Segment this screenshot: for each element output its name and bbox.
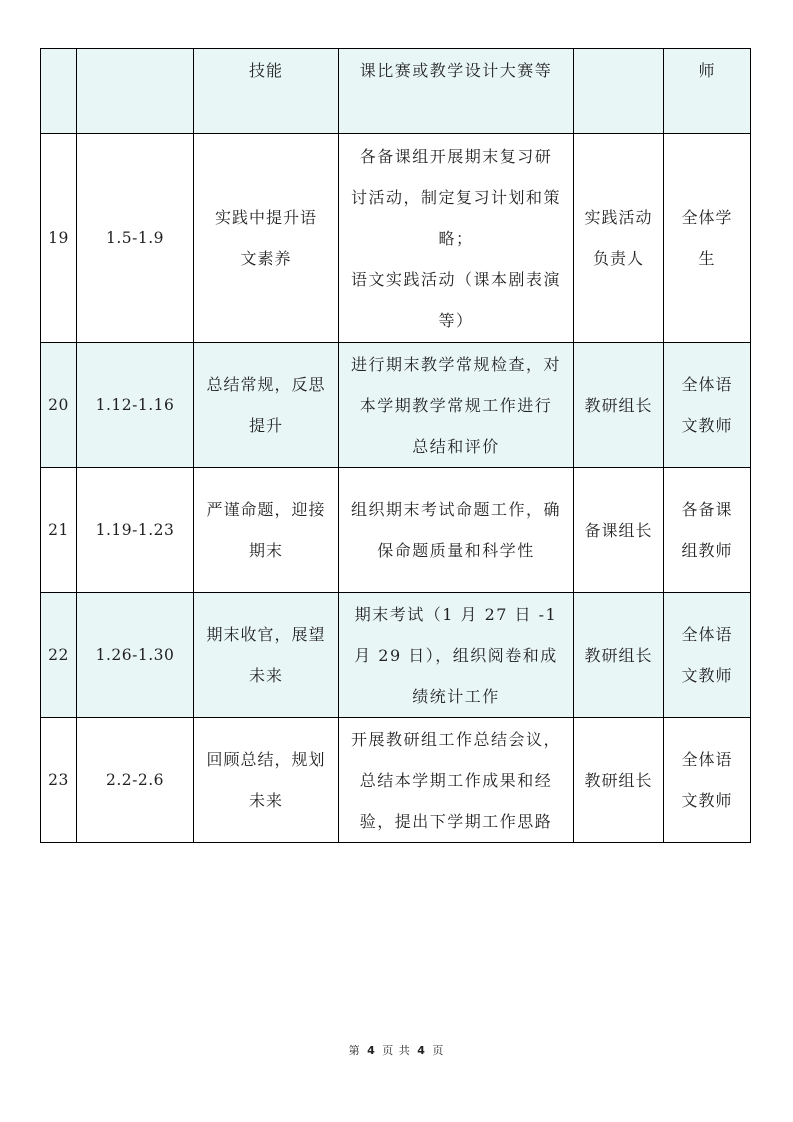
responsible-cell xyxy=(574,593,664,718)
responsible-cell-line: 教研组长 xyxy=(584,395,653,415)
week-number-cell xyxy=(41,718,77,843)
participants-cell-line: 生 xyxy=(698,249,716,268)
table-row xyxy=(41,343,751,468)
responsible-cell-line: 实践活动 xyxy=(584,208,653,227)
activity-content-cell xyxy=(339,468,574,593)
week-number-cell-text: 19 xyxy=(48,228,69,247)
week-number-cell xyxy=(41,134,77,343)
footer-suffix: 页 xyxy=(432,1044,445,1057)
theme-cell-line: 回顾总结，规划 xyxy=(206,750,326,769)
activity-content-cell-line: 讨活动，制定复习计划和策 xyxy=(350,187,561,207)
activity-content-cell-line: 总结本学期工作成果和经 xyxy=(359,770,553,790)
theme-cell-line: 期末 xyxy=(248,541,283,560)
activity-content-cell-line: 开展教研组工作总结会议， xyxy=(350,729,561,749)
week-number-cell-text: 23 xyxy=(48,770,69,789)
activity-content-cell xyxy=(339,343,574,468)
week-number-cell xyxy=(41,468,77,593)
theme-cell-line: 总结常规，反思 xyxy=(206,375,326,394)
activity-content-cell-line: 等） xyxy=(438,310,474,330)
date-range-cell-text: 1.5-1.9 xyxy=(105,228,165,247)
date-range-cell-text: 1.19-1.23 xyxy=(95,520,175,539)
responsible-cell xyxy=(574,134,664,343)
activity-content-cell-line: 组织期末考试命题工作，确 xyxy=(350,500,561,519)
week-number-cell xyxy=(41,49,77,134)
footer-page-number: 4 xyxy=(367,1044,376,1057)
theme-cell-line: 未来 xyxy=(248,791,283,810)
activity-content-cell-line: 月 29 日），组织阅卷和成 xyxy=(354,645,558,665)
responsible-cell-line: 负责人 xyxy=(592,249,644,268)
theme-cell xyxy=(194,49,339,134)
participants-cell xyxy=(664,49,751,134)
activity-content-cell-line: 期末考试（1 月 27 日 -1 xyxy=(354,604,558,624)
theme-cell-line: 技能 xyxy=(248,61,283,80)
participants-cell-line: 全体语 xyxy=(681,375,733,394)
participants-cell-line: 全体语 xyxy=(681,750,733,769)
participants-cell xyxy=(664,343,751,468)
activity-content-cell-line: 总结和评价 xyxy=(412,436,500,456)
footer-total-pages: 4 xyxy=(417,1044,426,1057)
participants-cell xyxy=(664,593,751,718)
week-number-cell xyxy=(41,593,77,718)
activity-content-cell-line: 语文实践活动（课本剧表演 xyxy=(350,269,561,289)
participants-cell xyxy=(664,134,751,343)
footer-prefix: 第 xyxy=(348,1044,361,1057)
theme-cell xyxy=(194,343,339,468)
theme-cell-line: 文素养 xyxy=(240,249,292,268)
theme-cell-line: 未来 xyxy=(248,666,283,685)
date-range-cell-text: 1.12-1.16 xyxy=(95,395,175,414)
participants-cell-line: 组教师 xyxy=(681,541,733,560)
date-range-cell-text: 1.26-1.30 xyxy=(95,645,175,664)
responsible-cell xyxy=(574,49,664,134)
activity-content-cell xyxy=(339,718,574,843)
activity-content-cell-line: 略； xyxy=(438,228,474,248)
responsible-cell xyxy=(574,718,664,843)
activity-content-cell-line: 各备课组开展期末复习研 xyxy=(359,146,553,166)
table-row xyxy=(41,134,751,343)
week-number-cell-text: 20 xyxy=(48,395,69,414)
activity-content-cell-line: 保命题质量和科学性 xyxy=(377,541,535,560)
page-footer xyxy=(0,1042,793,1058)
date-range-cell xyxy=(77,468,194,593)
theme-cell xyxy=(194,593,339,718)
table-row xyxy=(41,718,751,843)
week-number-cell xyxy=(41,343,77,468)
footer-mid: 页 共 xyxy=(382,1044,411,1057)
date-range-cell-text: 2.2-2.6 xyxy=(105,770,165,789)
participants-cell-line: 文教师 xyxy=(681,416,733,435)
table-row xyxy=(41,49,751,134)
activity-content-cell xyxy=(339,49,574,134)
participants-cell xyxy=(664,468,751,593)
activity-content-cell-line: 验，提出下学期工作思路 xyxy=(359,811,553,831)
activity-content-cell-line: 进行期末教学常规检查，对 xyxy=(350,354,561,374)
date-range-cell xyxy=(77,49,194,134)
date-range-cell xyxy=(77,593,194,718)
theme-cell xyxy=(194,718,339,843)
table-row xyxy=(41,593,751,718)
participants-cell-line: 全体学 xyxy=(681,208,733,227)
theme-cell-line: 提升 xyxy=(248,416,283,435)
theme-cell xyxy=(194,468,339,593)
date-range-cell xyxy=(77,343,194,468)
activity-content-cell xyxy=(339,593,574,718)
responsible-cell-line: 教研组长 xyxy=(584,645,653,665)
participants-cell-line: 文教师 xyxy=(681,791,733,810)
responsible-cell xyxy=(574,343,664,468)
responsible-cell xyxy=(574,468,664,593)
activity-content-cell xyxy=(339,134,574,343)
responsible-cell-line: 教研组长 xyxy=(584,770,653,790)
theme-cell xyxy=(194,134,339,343)
participants-cell-line: 文教师 xyxy=(681,666,733,685)
activity-schedule-table xyxy=(40,48,751,843)
theme-cell-line: 实践中提升语 xyxy=(214,208,317,227)
responsible-cell-line: 备课组长 xyxy=(584,520,653,540)
participants-cell xyxy=(664,718,751,843)
theme-cell-line: 严谨命题，迎接 xyxy=(206,500,326,519)
table-row xyxy=(41,468,751,593)
activity-content-cell-line: 本学期教学常规工作进行 xyxy=(359,395,553,415)
participants-cell-line: 各备课 xyxy=(681,500,733,519)
activity-content-cell-line: 课比赛或教学设计大赛等 xyxy=(359,61,553,80)
week-number-cell-text: 22 xyxy=(48,645,69,664)
participants-cell-line: 全体语 xyxy=(681,625,733,644)
participants-cell-line: 师 xyxy=(698,61,716,80)
date-range-cell xyxy=(77,134,194,343)
week-number-cell-text: 21 xyxy=(48,520,69,539)
activity-content-cell-line: 绩统计工作 xyxy=(412,686,500,706)
theme-cell-line: 期末收官，展望 xyxy=(206,625,326,644)
date-range-cell xyxy=(77,718,194,843)
